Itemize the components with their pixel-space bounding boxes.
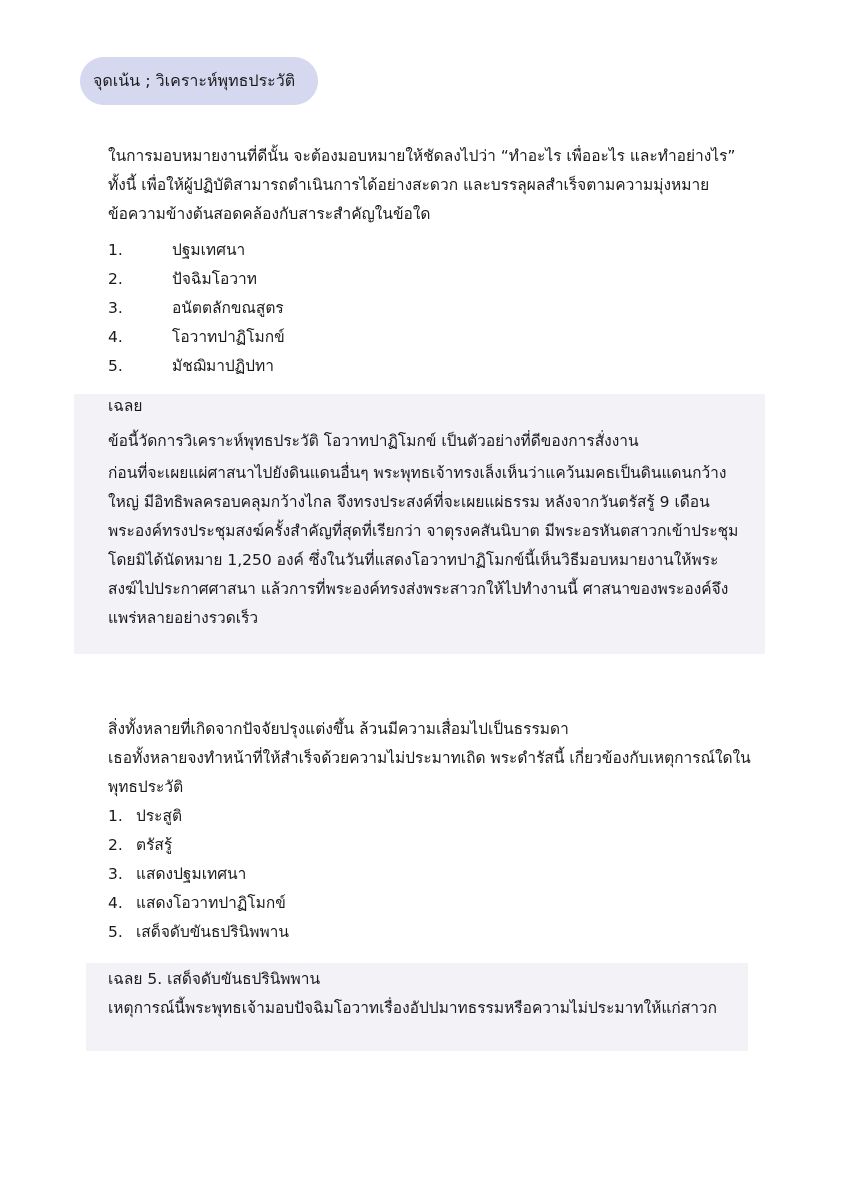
- choice-text: ปัจฉิมโอวาท: [172, 270, 257, 288]
- question-1-line: ในการมอบหมายงานที่ดีนั้น จะต้องมอบหมายให้ชัดลงไปว่า “ทำอะไร เพื่ออะไร และทำอย่างไร”: [108, 147, 736, 165]
- choice-number: 5.: [108, 923, 123, 941]
- answer-1-line: สงฆ์ไปประกาศศาสนา แล้วการที่พระองค์ทรงส่งพระสาวกให้ไปทำงานนี้ ศาสนาของพระองค์จึง: [108, 580, 729, 598]
- choice-number: 2.: [108, 836, 123, 854]
- answer-1-line: พระองค์ทรงประชุมสงฆ์ครั้งสำคัญที่สุดที่เรียกว่า จาตุรงคสันนิบาต มีพระอรหันตสาวกเข้าประชุม: [108, 522, 739, 540]
- choice-text: ตรัสรู้: [136, 836, 173, 854]
- choice-number: 2.: [108, 270, 123, 288]
- answer-1-line: โดยมิได้นัดหมาย 1,250 องค์ ซึ่งในวันที่แสดงโอวาทปาฏิโมกข์นี้เห็นวิธีมอบหมายงานให้พระ: [108, 551, 719, 569]
- question-2-line: เธอทั้งหลายจงทำหน้าที่ให้สำเร็จด้วยความไม่ประมาทเถิด พระดำรัสนี้ เกี่ยวข้องกับเหตุการณ์ใดใน: [108, 749, 751, 767]
- answer-1-line: แพร่หลายอย่างรวดเร็ว: [108, 609, 259, 627]
- question-2-line: สิ่งทั้งหลายที่เกิดจากปัจจัยปรุงแต่งขึ้น ล้วนมีความเสื่อมไปเป็นธรรมดา: [108, 720, 569, 738]
- question-1-line: ทั้งนี้ เพื่อให้ผู้ปฏิบัติสามารถดำเนินการได้อย่างสะดวก และบรรลุผลสำเร็จตามความมุ่งหมาย: [108, 176, 710, 194]
- answer-1-line: ข้อนี้วัดการวิเคราะห์พุทธประวัติ โอวาทปาฏิโมกข์ เป็นตัวอย่างที่ดีของการสั่งงาน: [108, 432, 639, 450]
- topic-heading: จุดเน้น ; วิเคราะห์พุทธประวัติ: [93, 71, 296, 90]
- choice-number: 4.: [108, 328, 123, 346]
- choice-number: 5.: [108, 357, 123, 375]
- choice-text: มัชฌิมาปฏิปทา: [172, 357, 274, 375]
- choice-number: 1.: [108, 241, 123, 259]
- choice-text: แสดงโอวาทปาฏิโมกข์: [136, 894, 286, 912]
- answer-2-label: เฉลย 5. เสด็จดับขันธปรินิพพาน: [108, 970, 321, 988]
- question-1-line: ข้อความข้างต้นสอดคล้องกับสาระสำคัญในข้อใด: [108, 205, 431, 223]
- choice-text: อนัตตลักขณสูตร: [172, 299, 284, 317]
- choice-text: โอวาทปาฏิโมกข์: [172, 328, 285, 346]
- choice-number: 3.: [108, 865, 123, 883]
- choice-number: 3.: [108, 299, 123, 317]
- answer-1-label: เฉลย: [108, 397, 143, 415]
- choice-text: ปฐมเทศนา: [172, 241, 246, 259]
- choice-text: แสดงปฐมเทศนา: [136, 865, 247, 883]
- choice-text: ประสูติ: [136, 807, 183, 825]
- answer-2-line: เหตุการณ์นี้พระพุทธเจ้ามอบปัจฉิมโอวาทเรื่องอัปปมาทธรรมหรือความไม่ประมาทให้แก่สาวก: [108, 999, 717, 1017]
- choice-text: เสด็จดับขันธปรินิพพาน: [136, 923, 289, 941]
- answer-1-line: ก่อนที่จะเผยแผ่ศาสนาไปยังดินแดนอื่นๆ พระพุทธเจ้าทรงเล็งเห็นว่าแคว้นมคธเป็นดินแดนกว้าง: [108, 464, 727, 482]
- answer-1-line: ใหญ่ มีอิทธิพลครอบคลุมกว้างไกล จึงทรงประสงค์ที่จะเผยแผ่ธรรม หลังจากวันตรัสรู้ 9 เดือน: [108, 493, 710, 511]
- question-2-line: พุทธประวัติ: [108, 778, 184, 796]
- choice-number: 4.: [108, 894, 123, 912]
- choice-number: 1.: [108, 807, 123, 825]
